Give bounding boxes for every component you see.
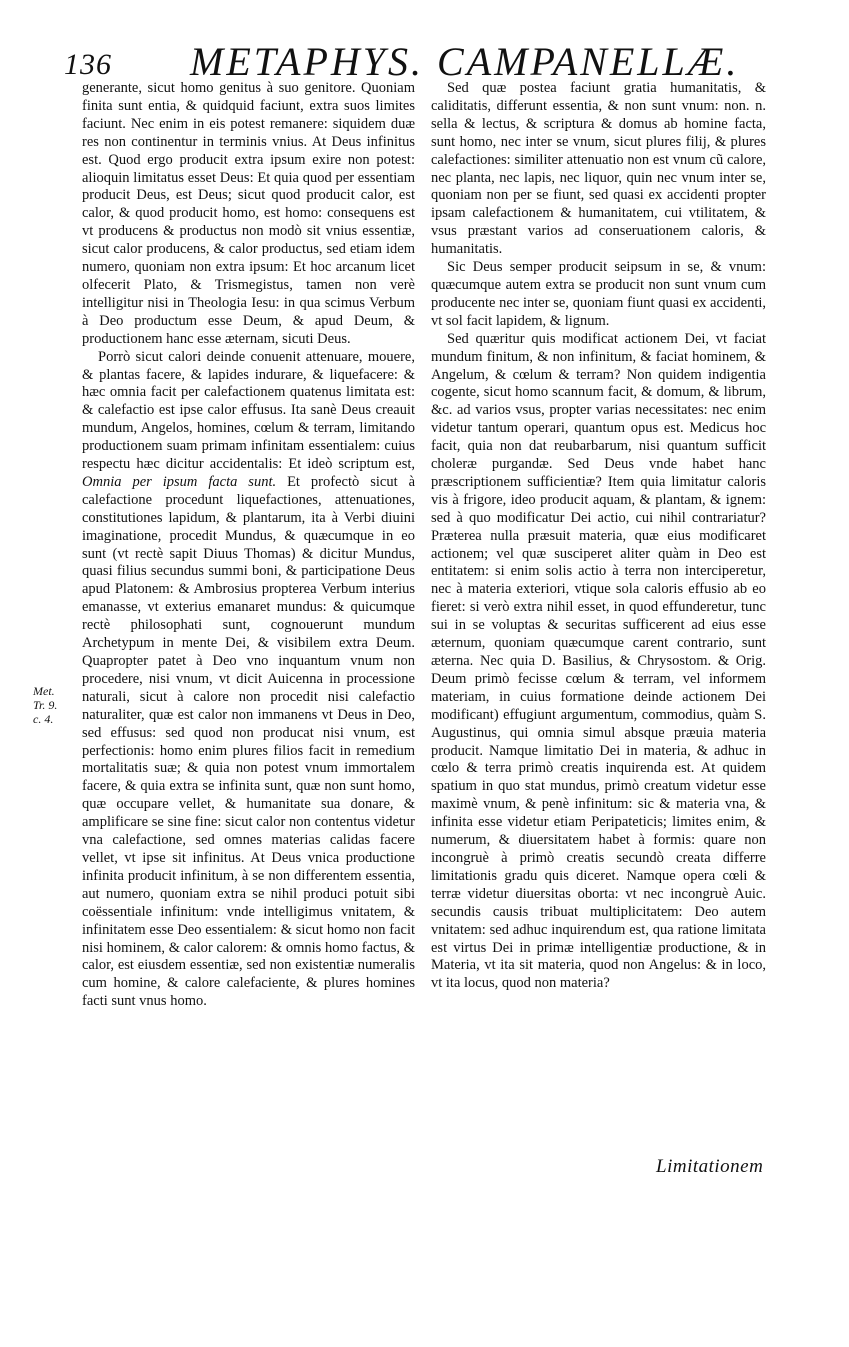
paragraph (82, 349, 415, 1012)
paragraph: Sed quæ postea faciunt gratia humanitatis, & caliditatis, differunt essentia, & non sunt vnum: non. n. sella & lectus, & scriptura & domus ab homine facta, sunt homo, nec inter se vnum, sicut plures filij, & plures calefactiones: similiter attenuatio non est vnum cũ calore, nec planta, nec lapis, nec liquor, quin nec vnum inter se, quoniam non per se fiunt, sed quasi ex accidenti propter ipsam calefactionem & humanitatem, cui vtilitatem, & vsus præstant varios ad conseruationem caloris, & humanitatis. (431, 80, 766, 258)
margin-note-line: Met. (33, 684, 55, 698)
right-column (431, 80, 766, 993)
left-column (82, 80, 415, 1011)
running-title: METAPHYS. CAMPANELLÆ. (190, 39, 740, 84)
italic-quotation: Omnia per ipsum facta sunt. (82, 473, 277, 490)
margin-note (33, 684, 67, 726)
margin-note-line: Tr. 9. (33, 698, 58, 712)
paragraph: Sed quæritur quis modificat actionem Dei, vt faciat mundum finitum, & non infinitum, & faciat hominem, & Angelum, & cœlum & terram? Non quidem indigentia cogente, sicut homo scannum facit, & domum, & librum, &c. ad varios vsus, propter varias necessitates: nec enim videtur tantum operari, quantum opus est. Medicus hoc facit, quia non dat reubarbarum, nisi quantum sufficit choleræ purgandæ. Sed Deus vnde habet hanc præscriptionem sufficientiæ? Item quia limitatur caloris vis à frigore, ideo producit aquam, & plantam, & ignem: sed à quo modificatur Dei actio, cui nihil contrariatur? Præterea nulla præsuit materia, quæ eius modificaret actionem; vel quæ susciperet aliter quàm in Deo est entitatem: si enim solis actio à terra non interciperetur, nec à materia exteriori, vtique sola caloris effusio ab eo fieret: si verò extra nihil esset, in quod effunderetur, tunc sui in se voluptas & securitas sufficerent ad eius esse æternum, quoniam quæcumque carent contrario, sunt æterna. Nec quia D. Basilius, & Chrysostom. & Orig. Deum primò fecisse cœlum & terram, vel informem materiam, in cuius formatione deinde actionem Dei modificant) effugiunt argumentum, commodius, quàm S. Augustinus, qui omnia simul absque præuia materia producit. Namque limitatio Dei in materia, & adhuc in cœlo & terra primò creatis inquirenda est. At quidem spatium in quo stat mundus, primò creatum videtur esse maximè vnum, & penè infinitum: sic & materia vna, & infinita esse videtur etiam Peripateticis; limites enim, & numerum, & diuersitatem habet à formis: quare non incongruè à primò creatis secundò creata differre limitationis gradu quis diceret. Namque opera cœli & terræ videtur diuersitas oborta: vt nec incongruè Auic. secundis causis tribuat multiplicitatem: Deo autem vnitatem: sed adhuc inquirendum est, qua ratione limitata est virtus Dei in primæ intelligentiæ productione, & in Materia, vt ita sit materia, quod non Angelus: & in loco, vt ita locus, quod non materia? (431, 330, 766, 992)
page-number: 136 (64, 48, 112, 81)
margin-note-line: c. 4. (33, 712, 54, 726)
paragraph-text: Porrò sicut calori deinde conuenit attenuare, mouere, & plantas facere, & lapides indurare, & liquefacere: & hæc omnia facit per calefactionem quatenus limitata est: & calefactio est ipse calor effusus. Ita sanè Deus creauit mundum, Angelos, homines, cœlum & terram, limitando productionem suam primam infinitam essentialem: cuius respectu hæc dicitur accidentalis: Et ideò scriptum est, (82, 348, 415, 473)
catchword: Limitationem (656, 1156, 764, 1177)
paragraph: generante, sicut homo genitus à suo genitore. Quoniam finita sunt entia, & quidquid faciunt, extra suos limites faciunt. Nec enim in eis potest remanere: siquidem duæ res non continentur in terminis vnius. At Deus infinitus est. Quod ergo producit extra ipsum exire non potest: alioquin limitatus esset Deus: Et quia quod per essentiam producit Deus, est Deus; sicut quod producit calor, est calor, & quod producit homo, est homo: consequens est vt producens & productus non modò sit vnius essentiæ, sicut calor producens, & calor productus, sed etiam idem numero, quoniam non extra ipsum: Et hoc arcanum licet olfecerit Plato, & Trismegistus, tamen non verè intelligitur nisi in Theologia Iesu: in qua scimus Verbum à Deo productum esse Deum, & apud Deum, & productionem hanc esse æternam, sicuti Deus. (82, 80, 415, 347)
paragraph: Sic Deus semper producit seipsum in se, & vnum: quæcumque autem extra se producit non sunt vnum cum producente nec inter se, quoniam fiunt quasi ex accidenti, vt sol facit lapidem, & lignum. (431, 259, 766, 329)
paragraph-text: Et profectò sicut à calefactione procedunt liquefactiones, attenuationes, constitutiones lapidum, & plantarum, ita à Verbi diuini imaginatione, procedit Mundus, & quæcumque in eo sunt (vt rectè sapit Diuus Thomas) & dicitur Mundus, quasi filius secundus summi boni, & participatione Deus apud Platonem: & Ambrosius propterea Verbum interius emanasse, vt exterius emanaret mundus: & quicumque rectè philosophati sunt, cognouerunt mundum Archetypum in mente Dei, & visibilem extra Deum. Quapropter patet à Deo vno inquantum vnum non procedere, nisi vnum, vt dicit Auicenna in processione naturali, sicut à calore non procedit nisi calefactio naturaliter, quæ est calor non immanens vt Deus in Deo, sed effusus: sed quod non producat nisi vnum, est perfectionis: homo enim plures filios facit in remedium mortalitatis suæ; & quia non potest vnum immortalem facere, & quia extra se infinita sunt, quæ non sunt homo, quæ occupare vellet, & humanitate sua donare, & amplificare se sine fine: sicut calor non contentus videtur vna calefactione, sed omnes materias calidas facere vellet, vt ipse sit infinitus. At Deus vnica productione infinita producit infinitum, à se non differentem essentia, aut numero, quoniam extra se nihil produci potuit sibi coëssentiale infinitum: vnde intelligimus vnitatem, & infinitatem esse Deo essentialem: & sicut homo non facit nisi hominem, & calor calorem: & omnis homo factus, & calor, est eiusdem essentiæ, sed non existentiæ numeralis cum homine, & calore calefaciente, & plures homines facti sunt vnus homo. (82, 473, 415, 1010)
